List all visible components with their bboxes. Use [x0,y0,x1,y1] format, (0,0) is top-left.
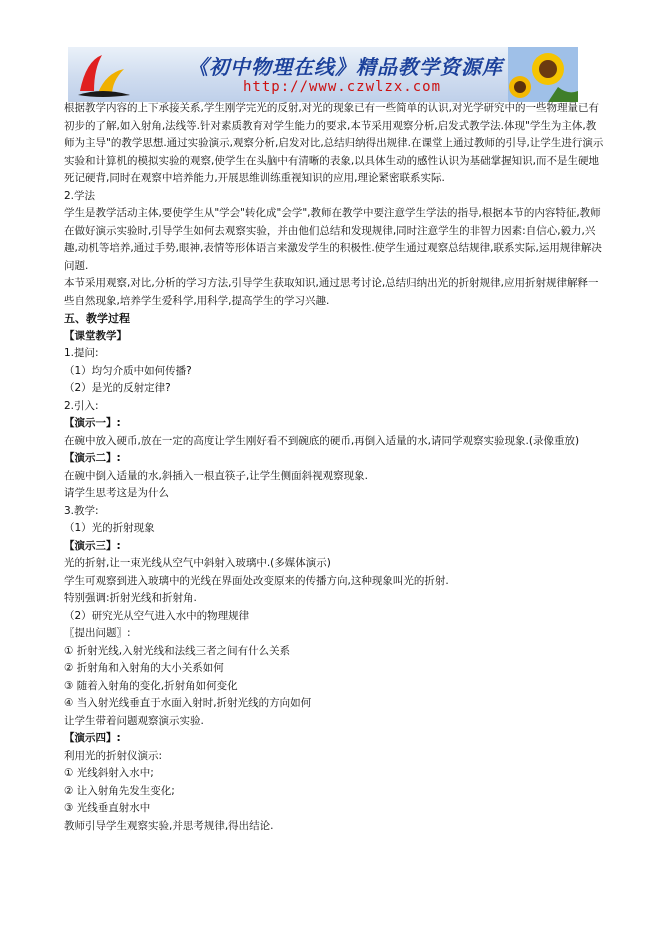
paragraph: （2）是光的反射定律? [64,382,171,394]
paragraph: ③ 随着入射角的变化,折射角如何变化 [64,679,238,692]
header-banner [68,47,578,102]
paragraph: ② 让入射角先发生变化; [64,784,175,797]
logo-icon [72,51,134,99]
paragraph: 〖提出问题〗: [64,627,131,639]
paragraph: 光的折射,让一束光线从空气中斜射入玻璃中.(多媒体演示) [64,557,331,569]
paragraph: （2）研究光从空气进入水中的物理规律 [64,609,250,622]
paragraph: （1）光的折射现象 [64,522,155,534]
paragraph: 利用光的折射仪演示: [64,749,163,762]
sunflower-icon [508,47,578,102]
paragraph: ① 折射光线,入射光线和法线三者之间有什么关系 [64,644,291,657]
document-body [64,100,604,835]
paragraph: 特别强调:折射光线和折射角. [64,592,197,604]
paragraph: ① 光线斜射入水中; [64,767,154,779]
banner-url[interactable]: http://www.czwlzx.com [243,79,442,95]
paragraph: 【演示三】: [64,539,121,552]
banner-title: 《初中物理在线》精品教学资源库 [188,55,503,79]
paragraph: ③ 光线垂直射水中 [64,802,151,814]
paragraph: 教师引导学生观察实验,并思考规律,得出结论. [64,819,274,832]
paragraph: 1.提问: [64,347,99,359]
paragraph: 【演示四】: [64,732,121,744]
paragraph: 【演示一】: [64,417,121,429]
paragraph: 学生可观察到进入玻璃中的光线在界面处改变原来的传播方向,这种现象叫光的折射. [64,574,449,587]
paragraph: 五、教学过程 [64,312,130,325]
paragraph: 在碗中放入硬币,放在一定的高度让学生刚好看不到碗底的硬币,再倒入适量的水,请同学观察实验现象.(录像重放) [64,434,580,447]
paragraph: 3.教学: [64,504,99,517]
paragraph: 本节采用观察,对比,分析的学习方法,引导学生获取知识,通过思考讨论,总结归纳出光的折射规律,应用折射规律解释一些自然现象,培养学生爱科学,用科学,提高学生的学习兴趣. [64,277,599,307]
paragraph: 2.学法 [64,189,96,202]
paragraph: 2.引入: [64,399,99,412]
paragraph: 请学生思考这是为什么 [64,487,169,499]
paragraph: （1）均匀介质中如何传播? [64,364,192,377]
paragraph: 在碗中倒入适量的水,斜插入一根直筷子,让学生侧面斜视观察现象. [64,469,369,482]
paragraph: 根据教学内容的上下承接关系,学生刚学完光的反射,对光的现象已有一些简单的认识,对光学研究中的一些物理量已有初步的了解,如入射角,法线等.针对素质教育对学生能力的要求,本节采用观察分析,启发式教学法.体现"学生为主体,教师为主导"的教学思想.通过实验演示,观察分析,启发对比,总结归纳得出规律.在课堂上通过教师的引导,让学生进行演示实验和计算机的模拟实验的观察,使学生在头脑中有清晰的表象,以具体生动的感性认识为基础掌握知识,而不是生硬地死记硬背,同时在观察中培养能力,开展思维训练重视知识的应用,理论紧密联系实际. [64,102,604,184]
paragraph: ④ 当入射光线垂直于水面入射时,折射光线的方向如何 [64,697,312,709]
paragraph: 【课堂教学】 [64,329,127,342]
paragraph: 让学生带着问题观察演示实验. [64,714,204,727]
paragraph: 学生是教学活动主体,要使学生从"学会"转化成"会学",教师在教学中要注意学生学法的指导,根据本节的内容特征,教师在做好演示实验时,引导学生如何去观察实验，并由他们总结和发现规律,同时注意学生的非智力因素:自信心,毅力,兴趣,动机等培养,通过手势,眼神,表情等形体语言来激发学生的积极性.使学生通过观察总结规律,联系实际,运用规律解决问题. [64,207,602,272]
paragraph: ② 折射角和入射角的大小关系如何 [64,662,224,674]
paragraph: 【演示二】: [64,452,121,464]
